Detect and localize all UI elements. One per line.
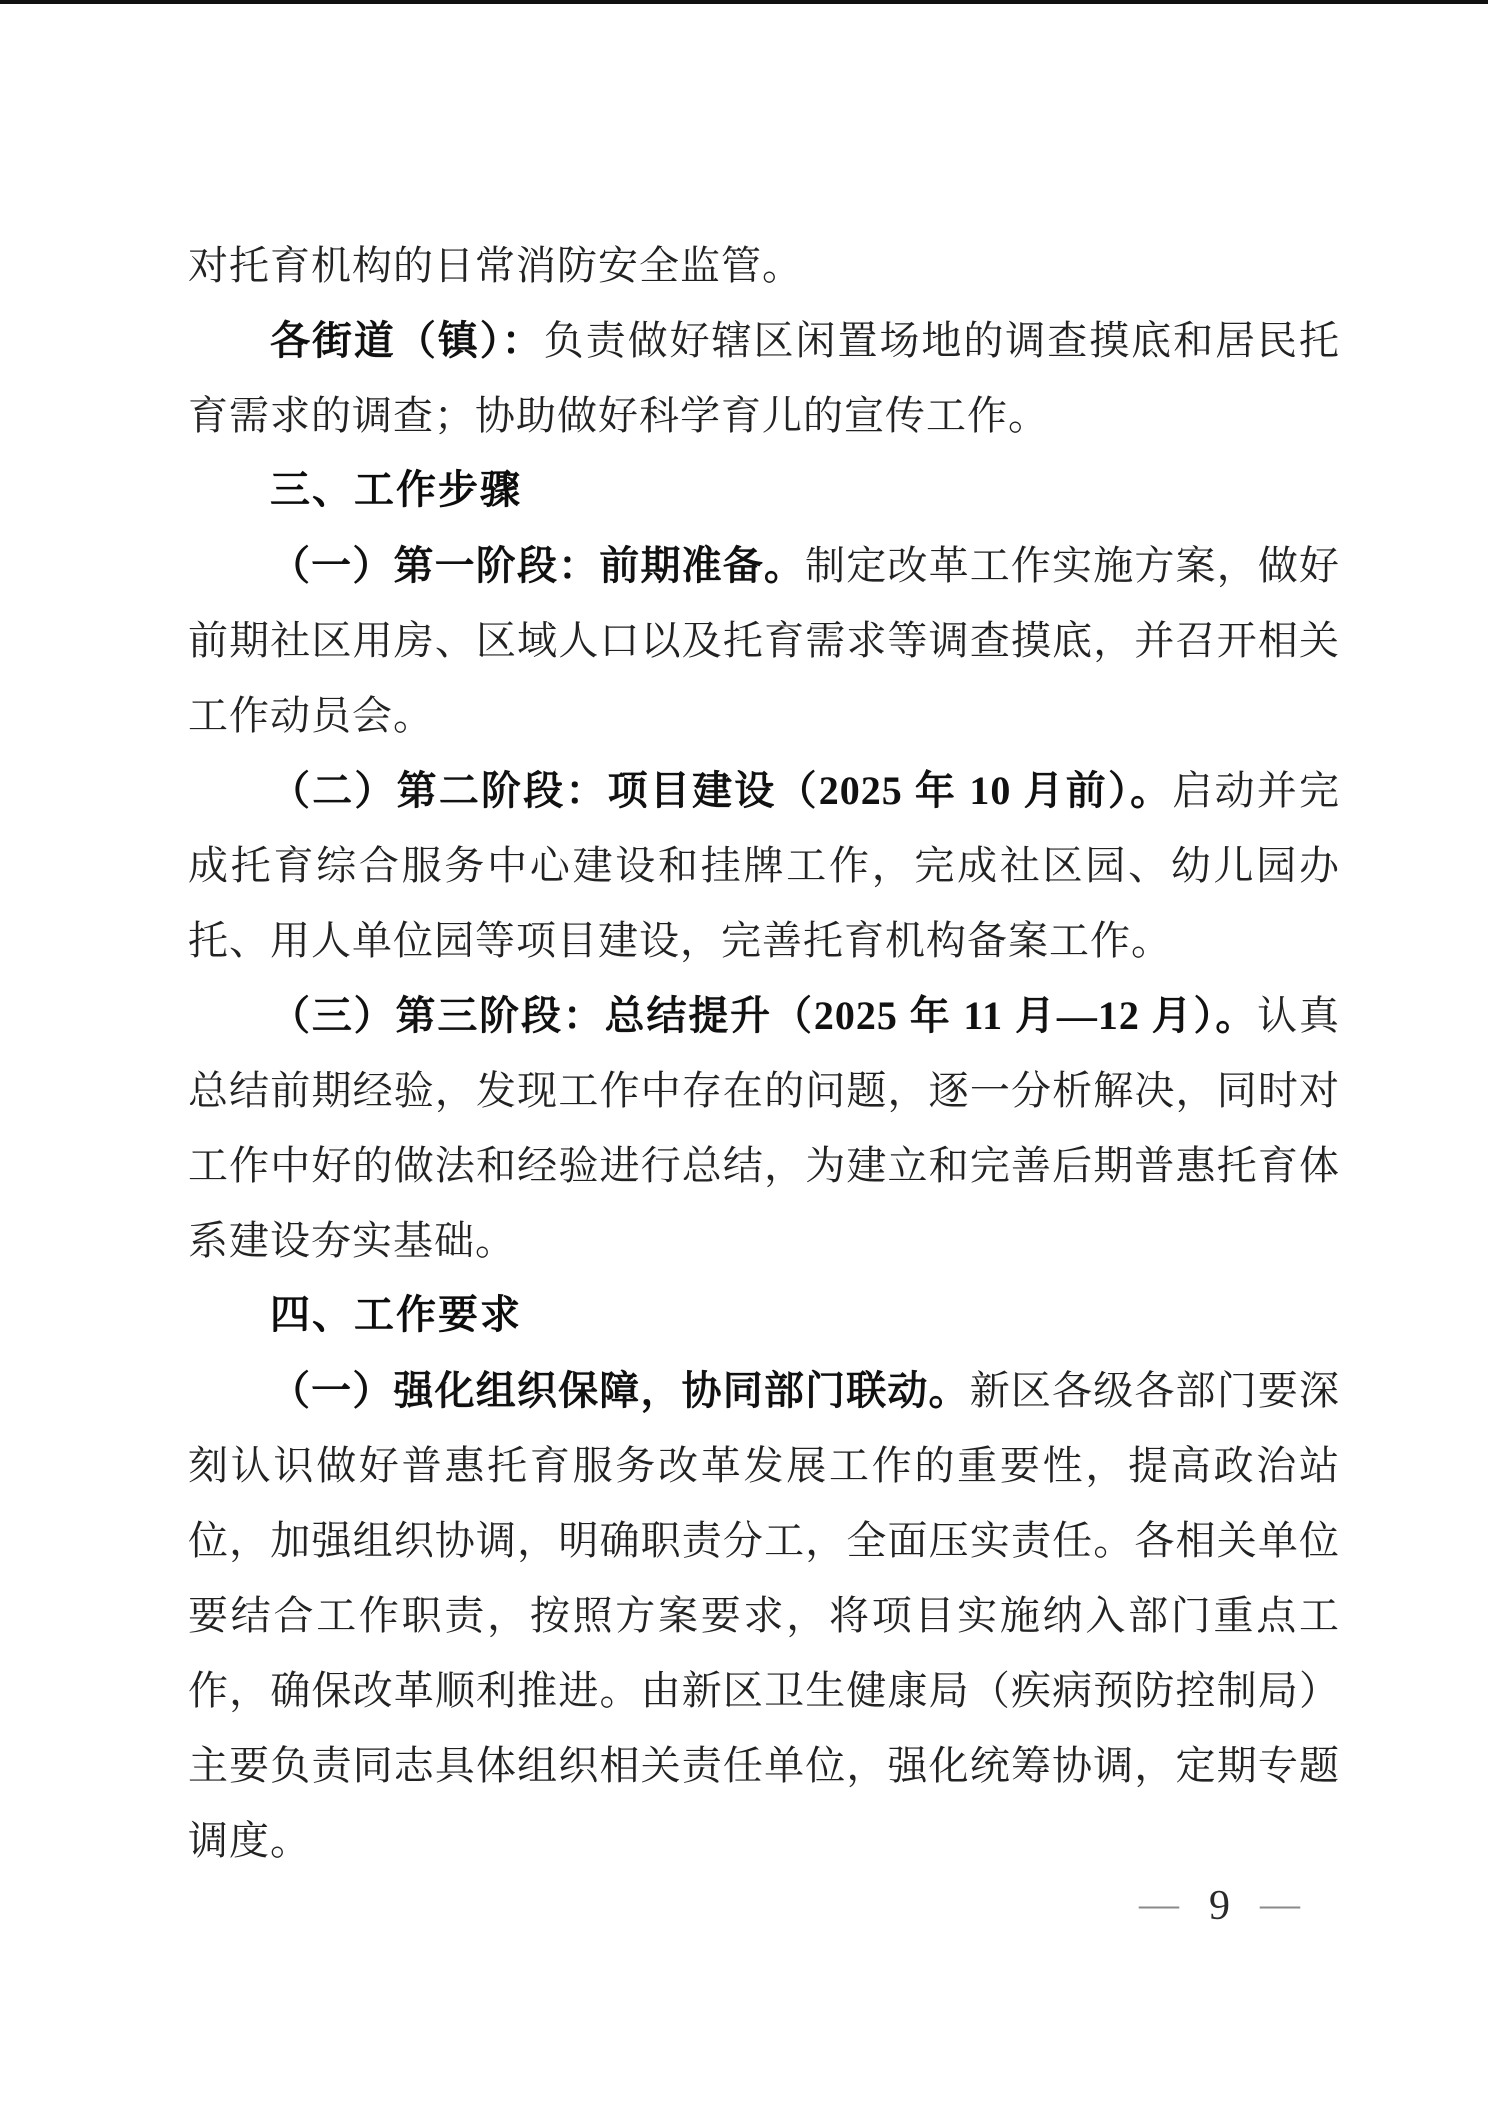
section-heading-work-requirements: 四、工作要求 [270,1293,522,1337]
paragraph-fire-safety-continuation [188,228,1340,303]
page-number-right-dash: — [1260,1881,1300,1926]
paragraph-lead-phase-3: （三）第三阶段：总结提升（2025 年 11 月—12 月）。 [270,993,1258,1038]
paragraph-lead-phase-1: （一）第一阶段：前期准备。 [270,543,806,588]
document-body [188,228,1340,1878]
scan-artifact-top-line [0,0,1488,4]
paragraph-phase-1 [188,528,1340,753]
paragraph-phase-2 [188,753,1340,978]
paragraph-lead-requirement-1: （一）强化组织保障，协同部门联动。 [270,1368,970,1413]
page-number-value: 9 [1209,1883,1230,1929]
page-number [1139,1882,1300,1930]
paragraph-text: 新区各级各部门要深刻认识做好普惠托育服务改革发展工作的重要性，提高政治站位，加强组织协调，明确职责分工，全面压实责任。各相关单位要结合工作职责，按照方案要求，将项目实施纳入部门重点工作，确保改革顺利推进。由新区卫生健康局（疾病预防控制局）主要负责同志具体组织相关责任单位，强化统筹协调，定期专题调度。 [188,1368,1341,1863]
paragraph-text: 对托育机构的日常消防安全监管。 [188,243,803,288]
paragraph-phase-3 [188,978,1340,1278]
paragraph-text: 制定改革工作实施方案，做好前期社区用房、区域人口以及托育需求等调查摸底，并召开相关工作动员会。 [188,543,1341,738]
paragraph-lead-phase-2: （二）第二阶段：项目建设（2025 年 10 月前）。 [270,768,1173,813]
paragraph-text: 启动并完成托育综合服务中心建设和挂牌工作，完成社区园、幼儿园办托、用人单位园等项目建设，完善托育机构备案工作。 [188,768,1340,963]
paragraph-text: 负责做好辖区闲置场地的调查摸底和居民托育需求的调查；协助做好科学育儿的宣传工作。 [188,318,1341,438]
paragraph-lead-streets: 各街道（镇）： [270,318,544,363]
paragraph-text: 认真总结前期经验，发现工作中存在的问题，逐一分析解决，同时对工作中好的做法和经验进行总结，为建立和完善后期普惠托育体系建设夯实基础。 [188,993,1341,1263]
section-heading-work-steps: 三、工作步骤 [270,468,522,512]
page-number-left-dash: — [1139,1881,1179,1926]
paragraph-streets-duty [188,303,1340,453]
paragraph-requirement-1 [188,1353,1340,1878]
